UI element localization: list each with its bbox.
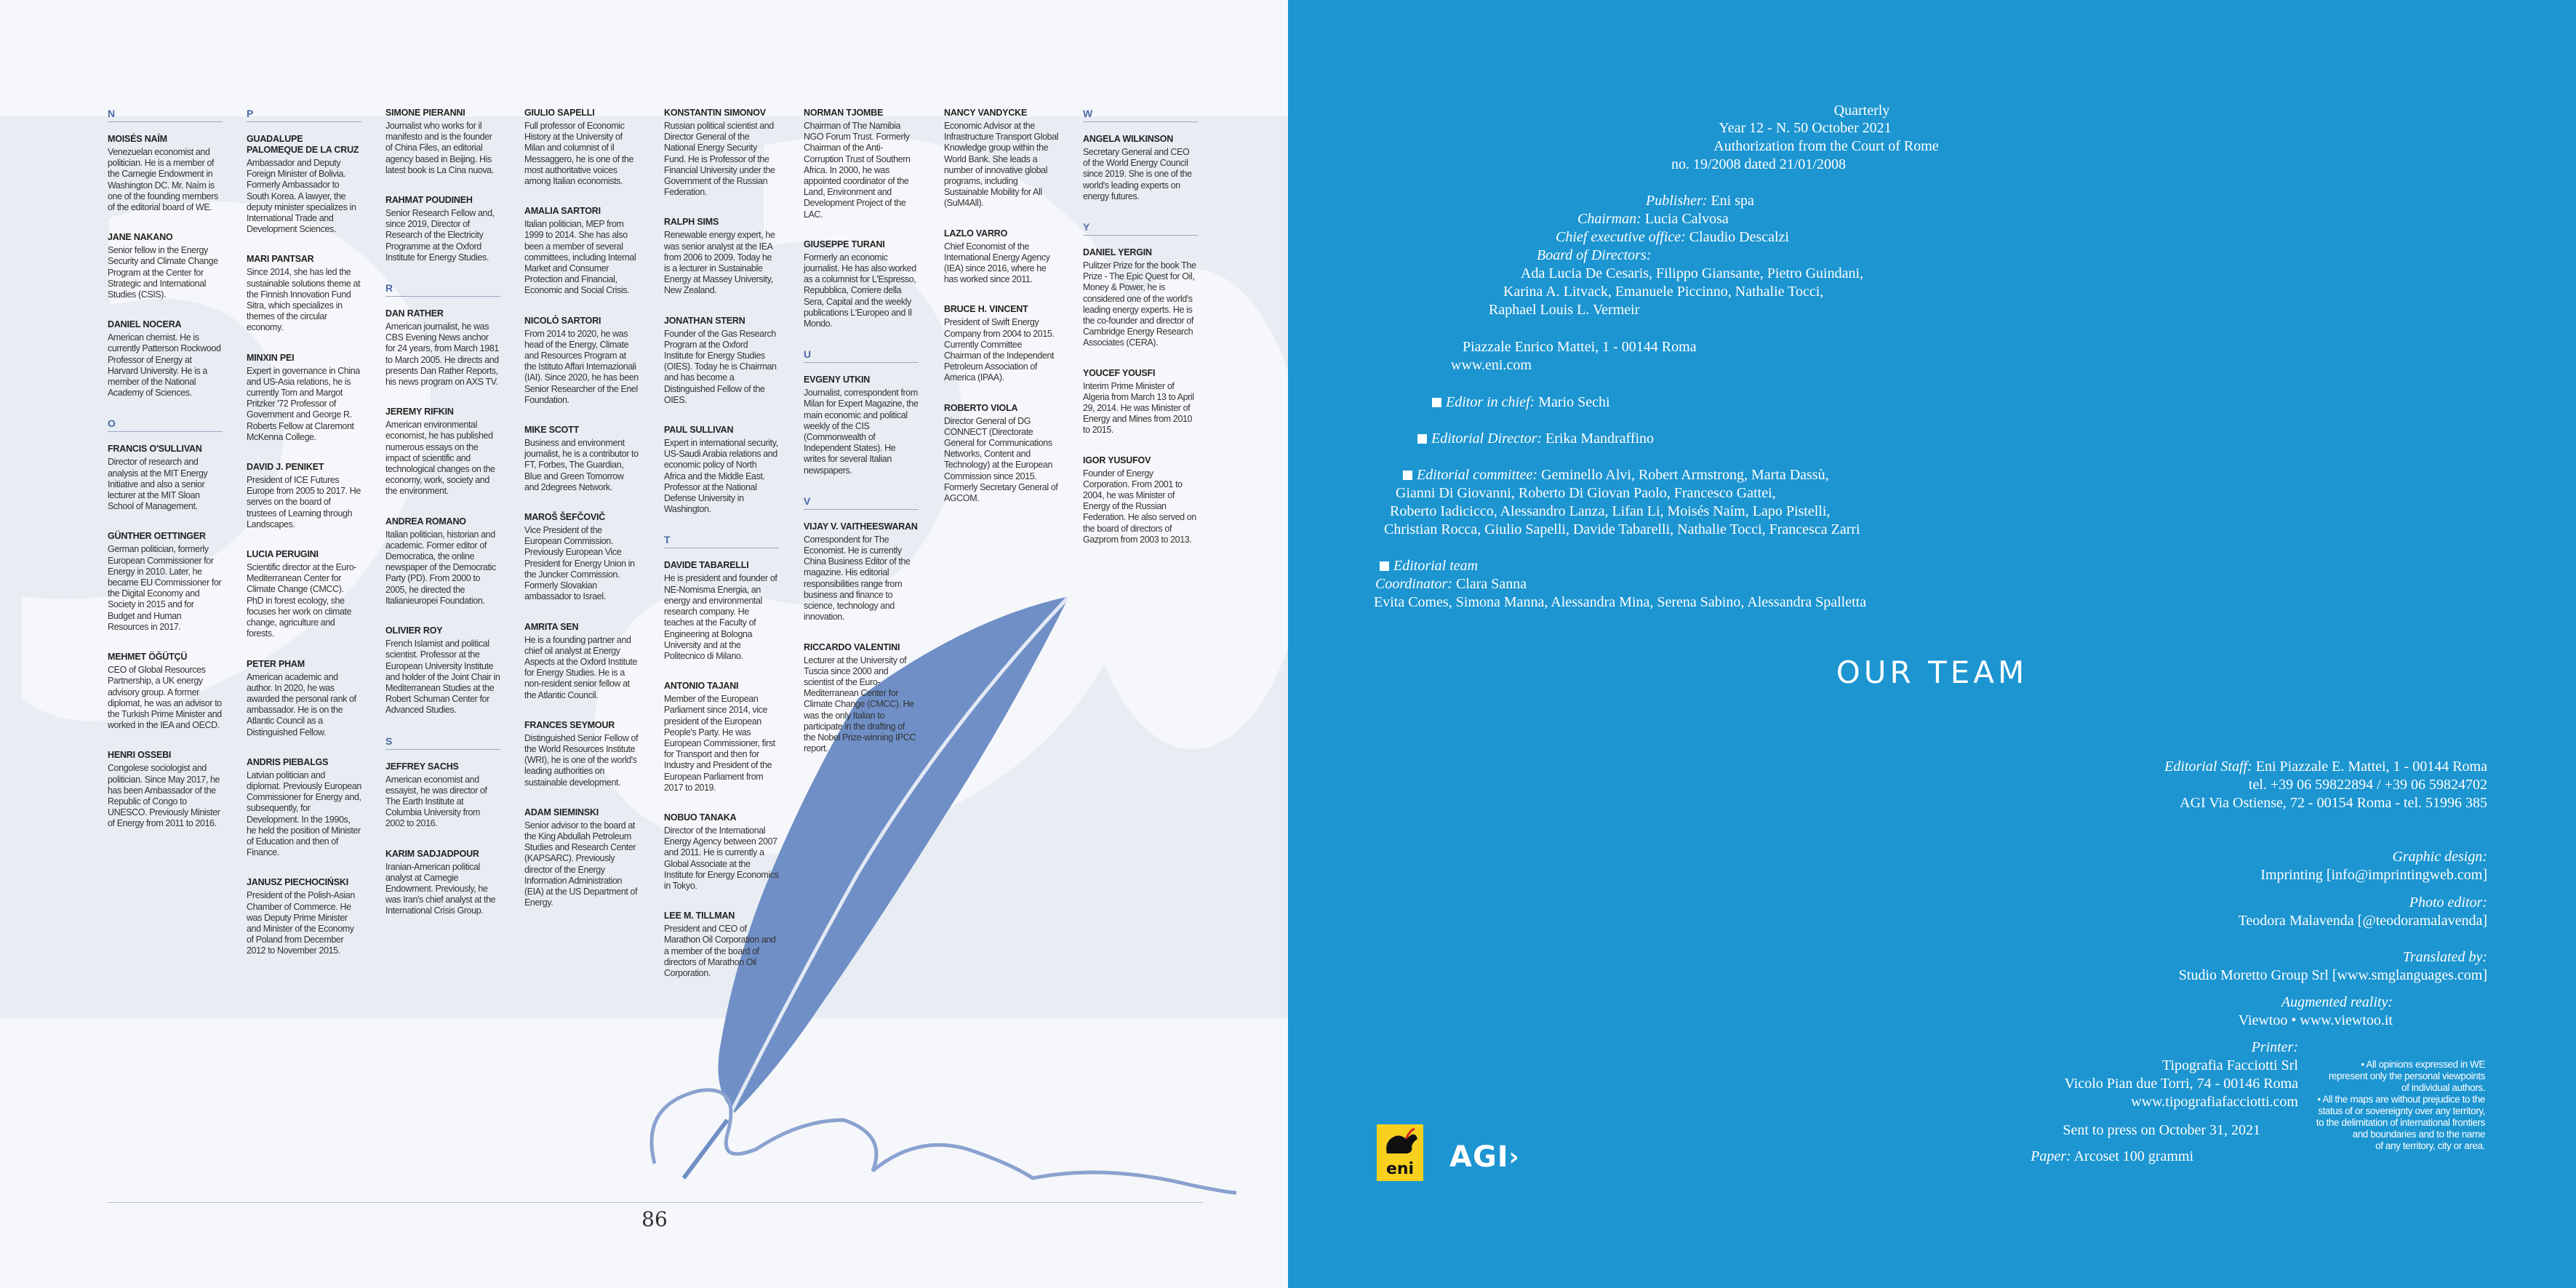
contributor-bio: Director General of DG CONNECT (Directorate General for Communications Networks, Content and Technology) at the European Commission since 2015. Formerly Secretary General of AGCOM. [944,415,1058,504]
contributor-bio: German politician, formerly European Commissioner for Energy in 2010. Later, he became EU Commissioner for the Digital Economy and Society in 2015 and for Budget and Human Resources in 2017. [108,544,222,632]
publisher-line: Publisher: Eni spa [1646,193,1754,209]
contributor-name: JANUSZ PIECHOCIŃSKI [247,877,348,888]
contributors-column [944,108,1059,523]
contributors-column [664,108,779,998]
section-letter: P [247,108,361,122]
contributor-bio: Correspondent for The Economist. He is currently China Business Editor of the magazine. His editorial responsibilities range from business and finance to science, technology and innovation. [804,534,911,623]
contributor-name: BRUCE H. VINCENT [944,304,1028,315]
section-letter: W [1083,108,1198,122]
contributor-name: MINXIN PEI [247,352,295,363]
committee-line-2: Gianni Di Giovanni, Roberto Di Giovan Paolo, Francesco Gattei, [1396,485,1776,501]
contributor-name: OLIVIER ROY [385,625,443,636]
contributor-bio: Lecturer at the University of Tuscia since 2000 and scientist of the Euro-Mediterranean Center for Climate Change (CMCC). He was the only Italian to participate in the drafting of the Nobel Prize-winning IPCC report. [804,655,916,754]
contributors-column [804,108,919,773]
contributor-bio: American journalist, he was CBS Evening News anchor for 24 years, from March 1981 to March 2005. He directs and presents Dan Rather Reports, his news program on AXS TV. [385,321,499,388]
contributor-name: ROBERTO VIOLA [944,402,1018,413]
contributor-bio: Journalist, correspondent from Milan for Expert Magazine, the main economic and political weekly of the CIS (Commonwealth of Independent States). He writes for several Italian newspapers. [804,388,919,476]
contributor-entry [385,516,500,607]
translated-by: Translated by: Studio Moretto Group Srl [www.smglanguages.com] [2178,949,2487,983]
contributor-entry [385,407,500,497]
committee-line-3: Roberto Iadicicco, Alessandro Lanza, Lifan Li, Moisés Naím, Lapo Pistelli, [1390,503,1831,519]
contributor-bio: Iranian-American political analyst at Carnegie Endowment. Previously, he was Iran's chief analyst at the International Crisis Group. [385,861,496,916]
contributor-name: FRANCES SEYMOUR [524,719,615,730]
contributor-name: RICCARDO VALENTINI [804,641,900,652]
bullet-square-icon [1432,398,1441,407]
contributor-name: DAN RATHER [385,308,444,319]
contributor-name: RAHMAT POUDINEH [385,195,473,206]
page-number: 86 [641,1207,668,1231]
contributors-column [1083,108,1198,564]
contributor-name: PETER PHAM [247,658,305,669]
contributor-entry [524,512,639,602]
contributor-name: GUADALUPE PALOMEQUE DE LA CRUZ [247,134,359,155]
contributor-entry [804,239,919,329]
contributor-name: ANDREA ROMANO [385,516,466,527]
contributor-bio: Journalist who works for il manifesto and is the founder of China Files, an editorial agency based in Beijing. His latest book is La Cina nuova. [385,121,494,175]
section-letter: Y [1083,221,1198,236]
contributor-name: DAVID J. PENIKET [247,462,324,473]
contributor-name: MARI PANTSAR [247,254,314,265]
svg-text:eni: eni [1385,1160,1415,1178]
contributor-bio: Latvian politician and diplomat. Previously European Commissioner for Energy and, subsequently, for Development. In the 1990s, he held the position of Minister of Education and then of Finance. [247,769,361,858]
contributor-bio: President of ICE Futures Europe from 2005 to 2017. He serves on the board of trustees of Learning through Landscapes. [247,475,361,529]
address: Piazzale Enrico Mattei, 1 - 00144 Roma [1463,339,1697,355]
contributor-entry [108,531,223,633]
contributor-name: AMALIA SARTORI [524,206,601,217]
contributor-bio: American chemist. He is currently Patterson Rockwood Professor of Energy at Harvard University. He is a member of the National Academy of Sciences. [108,332,221,399]
contributor-entry [247,659,361,738]
contributor-entry [385,761,500,830]
contributor-entry [944,403,1059,505]
contributor-name: NORMAN TJOMBE [804,108,884,118]
contributor-bio: From 2014 to 2020, he was head of the Energy, Climate and Resources Program at the Istituto Affari Internazionali (IAI). Since 2020, he has been Senior Researcher of the Enel Foundation. [524,328,639,405]
contributor-bio: He is president and founder of NE-Nomisma Energia, an energy and environmental research company. He teaches at the Faculty of Engineering at Bologna University and at the Politecnico di Milano. [664,573,777,661]
contributor-bio: Founder of Energy Corporation. From 2001 to 2004, he was Minister of Energy of the Russian Federation. He also served on the board of directors of Gazprom from 2003 to 2013. [1083,468,1196,545]
contributor-entry [944,108,1059,209]
section-letter: V [804,495,919,510]
masthead-registration: no. 19/2008 dated 21/01/2008 [1671,156,1846,172]
contributor-bio: French Islamist and political scientist. Professor at the European University Institute and holder of the Joint Chair in Mediterranean Studies at the Robert Schuman Center for Advanced Studies. [385,639,500,716]
masthead-quarterly: Quarterly [1833,103,1890,119]
contributor-entry [664,108,779,198]
contributor-entry [247,254,361,333]
bullet-square-icon [1403,471,1412,480]
chevron-right-icon: › [1508,1143,1520,1172]
masthead-authorization: Authorization from the Court of Rome [1713,138,1939,154]
contributor-entry [664,425,779,515]
contributor-name: PAUL SULLIVAN [664,425,734,436]
contributor-bio: Full professor of Economic History at the University of Milan and columnist of il Messaggero, he is one of the most authoritative voices among Italian economists. [524,121,634,187]
committee-line: Editorial committee: Geminello Alvi, Robert Armstrong, Marta Dassù, [1403,466,1829,484]
contributor-bio: Interim Prime Minister of Algeria from March 13 to April 29, 2014. He was Minister of Energy and Mines from 2010 to 2015. [1083,380,1194,436]
contributor-bio: Economic Advisor at the Infrastructure Transport Global Knowledge group within the World Bank. She leads a number of innovative global programs, including Sustainable Mobility for All (SuM4All). [944,121,1059,209]
team-members: Evita Comes, Simona Manna, Alessandra Mina, Serena Sabino, Alessandra Spalletta [1374,594,1867,610]
contributor-entry [108,444,223,512]
contributor-bio: Senior advisor to the board at the King Abdullah Petroleum Studies and Research Center (KAPSARC). Previously director of the Energy Information Administration (EIA) at the US Department of Energy. [524,820,638,908]
contributors-column [524,108,639,927]
contributor-bio: Ambassador and Deputy Foreign Minister of Bolivia. Formerly Ambassador to South Korea. A lawyer, the deputy minister specializes in International Trade and Development Sciences. [247,158,356,235]
our-team-title: OUR TEAM [1836,655,2028,690]
contributor-entry [524,425,639,493]
contributors-column [247,108,361,976]
contributor-entry [1083,134,1198,202]
contributor-entry [247,134,361,235]
contributor-bio: Founder of the Gas Research Program at the Oxford Institute for Energy Studies (OIES). Today he is Chairman and has become a Distinguished Fellow of the OIES. [664,328,777,405]
sent-to-press: Sent to press on October 31, 2021 [2063,1122,2260,1138]
contributor-bio: Chief Economist of the International Energy Agency (IEA) since 2016, where he has worked since 2011. [944,241,1050,285]
director-line: Editorial Director: Erika Mandraffino [1417,430,1654,448]
contributor-entry [108,750,223,829]
contributor-bio: President of the Polish-Asian Chamber of Commerce. He was Deputy Prime Minister and Minister of the Economy of Poland from December 2012 to November 2015. [247,890,355,956]
contributor-bio: Business and environment journalist, he is a contributor to FT, Forbes, The Guardian, Blue and Green Tomorrow and 2degrees Network. [524,438,639,492]
contributor-bio: Since 2014, she has led the sustainable solutions theme at the Finnish Innovation Fund Sitra, which specializes in themes of the circular economy. [247,267,361,333]
board-label: Board of Directors: [1537,247,1652,263]
graphic-design: Graphic design: Imprinting [info@imprintingweb.com] [2260,849,2487,883]
contributor-entry [944,228,1059,286]
committee-line-4: Christian Rocca, Giulio Sapelli, Davide Tabarelli, Nathalie Tocci, Francesca Zarri [1384,521,1860,537]
contributor-bio: Russian political scientist and Director General of the National Energy Security Fund. He is Professor of the Financial University under the Government of the Russian Federation. [664,121,775,198]
contributor-entry [247,462,361,530]
contributor-entry [247,549,361,639]
contributor-bio: American economist and essayist, he was director of The Earth Institute at Columbia University from 2002 to 2016. [385,774,487,829]
contributor-name: YOUCEF YOUSFI [1083,367,1156,378]
contributor-entry [247,757,361,859]
contributor-bio: Senior fellow in the Energy Security and Climate Change Program at the Center for Strategic and International Studies (CSIS). [108,245,218,300]
contributor-entry [385,195,500,263]
contributor-name: DAVIDE TABARELLI [664,560,749,571]
contributor-name: DANIEL YERGIN [1083,247,1152,258]
contributors-column [385,108,500,936]
contributor-name: LUCIA PERUGINI [247,549,319,560]
contributor-name: SIMONE PIERANNI [385,108,465,118]
contributor-name: NOBUO TANAKA [664,812,737,823]
contributor-entry [804,375,919,476]
contributor-name: NANCY VANDYCKE [944,108,1028,118]
contributor-entry [385,308,500,388]
contributor-name: GÜNTHER OETTINGER [108,531,206,542]
contributor-entry [385,625,500,716]
board-line-2: Karina A. Litvack, Emanuele Piccinno, Nathalie Tocci, [1503,284,1824,300]
section-letter: O [108,417,223,432]
contributor-name: GIULIO SAPELLI [524,108,595,118]
contributor-entry [804,108,919,220]
contributor-name: FRANCIS O'SULLIVAN [108,444,202,455]
coordinator-line: Coordinator: Clara Sanna [1375,576,1527,592]
contributor-name: ANDRIS PIEBALGS [247,756,329,767]
contributor-entry [524,108,639,187]
contributor-bio: American environmental economist, he has published numerous essays on the impact of scientific and technological changes on the economy, work, society and the environment. [385,420,495,497]
contributor-entry [1083,247,1198,349]
contributor-bio: Senior Research Fellow and, since 2019, Director of Research of the Electricity Programme at the Oxford Institute for Energy Studies. [385,208,495,263]
right-page [1288,0,2576,1288]
contributor-name: NICOLÒ SARTORI [524,315,601,326]
contributor-bio: Distinguished Senior Fellow of the World Resources Institute (WRI), he is one of the world's leading authorities on sustainable development. [524,732,639,788]
contributor-name: VIJAY V. VAITHEESWARAN [804,521,918,532]
paper-line: Paper: Arcoset 100 grammi [2031,1148,2193,1164]
bullet-square-icon [1380,561,1389,571]
contributor-name: DANIEL NOCERA [108,319,182,330]
contributor-bio: Director of the International Energy Agency between 2007 and 2011. He is currently a Global Associate at the Institute for Energy Economics in Tokyo. [664,825,779,891]
contributor-entry [664,911,779,979]
contributor-name: JEFFREY SACHS [385,761,459,772]
team-label: Editorial team [1380,557,1478,575]
board-line-3: Raphael Louis L. Vermeir [1489,302,1640,318]
contributor-name: AMRITA SEN [524,621,579,632]
contributor-bio: Member of the European Parliament since 2014, vice president of the European People's Party. He was European Commissioner, first for Transport and then for Industry and President of the European Parliament from 2017 to 2019. [664,694,775,793]
contributor-bio: Formerly an economic journalist. He has also worked as a columnist for L'Espresso, Repubblica, Corriere della Sera, Capital and the weekly publications L'Europeo and Il Mondo. [804,252,916,329]
contributor-entry [108,319,223,399]
contributor-name: MAROŠ ŠEFČOVIČ [524,512,606,523]
contributor-entry [944,304,1059,383]
contributor-entry [385,849,500,917]
contributor-name: ANTONIO TAJANI [664,681,739,692]
contributor-bio: President and CEO of Marathon Oil Corporation and a member of the board of directors of Marathon Oil Corporation. [664,924,776,978]
website-link[interactable]: www.eni.com [1451,357,1532,373]
contributor-entry [524,807,639,909]
contributor-entry [108,232,223,300]
chairman-line: Chairman: Lucia Calvosa [1577,211,1729,227]
augmented-reality: Augmented reality: Viewtoo • www.viewtoo.it [2238,994,2393,1028]
contributor-bio: He is a founding partner and chief oil analyst at Energy Aspects at the Oxford Institute for Energy Studies. He is a non-resident senior fellow at the Atlantic Council. [524,634,638,700]
contributor-bio: Scientific director at the Euro-Mediterranean Center for Climate Change (CMCC). PhD in forest ecology, she focuses her work on climate change, agriculture and forests. [247,562,357,639]
contributor-entry [247,353,361,443]
contributor-bio: Venezuelan economist and politician. He is a member of the Carnegie Endowment in Washington DC. Mr. Naím is one of the founding members of the editorial board of WE. [108,147,218,213]
section-letter: T [664,534,779,548]
disclaimer: • All opinions expressed in WE represent only the personal viewpoints of individual authors. • All the maps are without prejudice to the status of or sovereignty over any territory, to the delimitation of international frontiers and boundaries and to the name of any territory, city or area. [2316,1059,2485,1151]
ceo-line: Chief executive office: Claudio Descalzi [1556,229,1789,245]
section-letter: R [385,282,500,297]
contributor-entry [804,642,919,755]
contributor-bio: Secretary General and CEO of the World Energy Council since 2019. She is one of the world's leading experts on energy futures. [1083,147,1192,201]
contributor-bio: Director of research and analysis at the MIT Energy Initiative and also a senior lecturer at the MIT Sloan School of Management. [108,457,208,512]
contributor-entry [664,217,779,296]
photo-editor: Photo editor: Teodora Malavenda [@teodoramalavenda] [2238,895,2487,929]
contributor-name: GIUSEPPE TURANI [804,239,885,249]
contributor-entry [385,108,500,176]
contributor-bio: American academic and author. In 2020, he was awarded the personal rank of ambassador. He is on the Atlantic Council as a Distinguished Fellow. [247,671,356,737]
masthead-issue: Year 12 - N. 50 October 2021 [1719,120,1892,136]
contributor-bio: Italian politician, MEP from 1999 to 2014. She has also been a member of several committees, including Internal Market and Consumer Protection and Financial, Economic and Social Crisis. [524,219,636,296]
footer-rule [108,1202,1203,1203]
contributor-bio: Expert in governance in China and US-Asia relations, he is currently Tom and Margot Pritzker '72 Professor of Government and George R. Roberts Fellow at Claremont McKenna College. [247,365,360,442]
contributor-entry [247,877,361,956]
contributor-name: JANE NAKANO [108,232,173,243]
contributor-bio: Expert in international security, US-Saudi Arabia relations and economic policy of North Africa and the Middle East. Professor at the National Defense University in Washington. [664,438,778,515]
contributor-entry [804,521,919,623]
section-letter: U [804,348,919,363]
contributor-bio: Renewable energy expert, he was senior analyst at the IEA from 2006 to 2009. Today he is a lecturer in Sustainable Energy at Massey University, New Zealand. [664,230,775,296]
contributor-entry [664,316,779,406]
contributor-name: EVGENY UTKIN [804,375,871,385]
contributor-entry [524,206,639,296]
contributor-bio: CEO of Global Resources Partnership, a UK energy advisory group. A former diplomat, he was an advisor to the Turkish Prime Minister and worked in the IEA and OECD. [108,665,222,731]
printer: Printer: Tipografia Facciotti Srl Vicolo Pian due Torri, 74 - 00146 Roma www.tipografiafacciotti.com [2064,1039,2298,1110]
section-letter: S [385,735,500,750]
contributor-entry [524,316,639,406]
bullet-square-icon [1417,434,1427,444]
contributor-bio: Pulitzer Prize for the book The Prize - The Epic Quest for Oil, Money & Power, he is considered one of the world's leading energy experts. He is the co-founder and director of Cambridge Energy Research Associates (CERA). [1083,260,1196,348]
contributor-name: HENRI OSSEBI [108,750,172,761]
contributor-name: MOISÉS NAÍM [108,134,167,144]
contributor-entry [1083,368,1198,436]
contributor-entry [524,720,639,788]
contributor-name: RALPH SIMS [664,217,719,228]
contributor-name: JEREMY RIFKIN [385,407,454,417]
contributor-name: LEE M. TILLMAN [664,911,735,921]
contributor-bio: Italian politician, historian and academic. Former editor of Democratica, the online newspaper of the Democratic Party (PD). From 2000 to 2005, he directed the Italianieuropei Foundation. [385,529,496,606]
contributor-entry [524,622,639,701]
section-letter: N [108,108,223,122]
contributor-entry [664,812,779,892]
contributor-bio: Vice President of the European Commission. Previously European Vice President for Energy Union in the Juncker Commission. Formerly Slovakian ambassador to Israel. [524,525,635,602]
contributor-entry [664,560,779,662]
contributor-bio: Chairman of The Namibia NGO Forum Trust. Formerly Chairman of the Anti-Corruption Trust of Southern Africa. In 2000, he was appointed coordinator of the Land, Environment and Development Project of the LAC. [804,121,911,220]
contributor-name: ADAM SIEMINSKI [524,807,599,817]
editorial-staff: Editorial Staff: Eni Piazzale E. Mattei, 1 - 00144 Roma tel. +39 06 59822894 / +39 06 59824702 AGI Via Ostiense, 72 - 00154 Roma - tel. 51996 385 [2164,759,2487,811]
contributor-entry [108,134,223,213]
contributor-name: ANGELA WILKINSON [1083,134,1174,144]
contributor-bio: President of Swift Energy Company from 2004 to 2015. Currently Committee Chairman of the Independent Petroleum Association of America (IPAA). [944,317,1055,383]
editor-line: Editor in chief: Mario Sechi [1432,393,1610,412]
board-line-1: Ada Lucia De Cesaris, Filippo Giansante, Pietro Guindani, [1521,265,1864,281]
contributor-bio: Congolese sociologist and politician. Since May 2017, he has been Ambassador of the Republic of Congo to UNESCO. Previously Minister of Energy from 2011 to 2016. [108,763,220,829]
contributor-name: KARIM SADJADPOUR [385,848,479,859]
contributor-name: MEHMET ÖĞÜTÇÜ [108,652,188,663]
contributor-name: IGOR YUSUFOV [1083,455,1151,465]
contributor-entry [664,681,779,793]
contributor-entry [1083,455,1198,545]
contributor-name: LAZLO VARRO [944,228,1008,239]
contributors-column [108,108,223,849]
contributor-name: JONATHAN STERN [664,315,745,326]
eni-logo [1377,1124,1423,1181]
contributor-name: KONSTANTIN SIMONOV [664,108,766,118]
agi-logo: AGI› [1449,1140,1520,1174]
contributor-name: MIKE SCOTT [524,425,580,436]
contributor-entry [108,652,223,731]
